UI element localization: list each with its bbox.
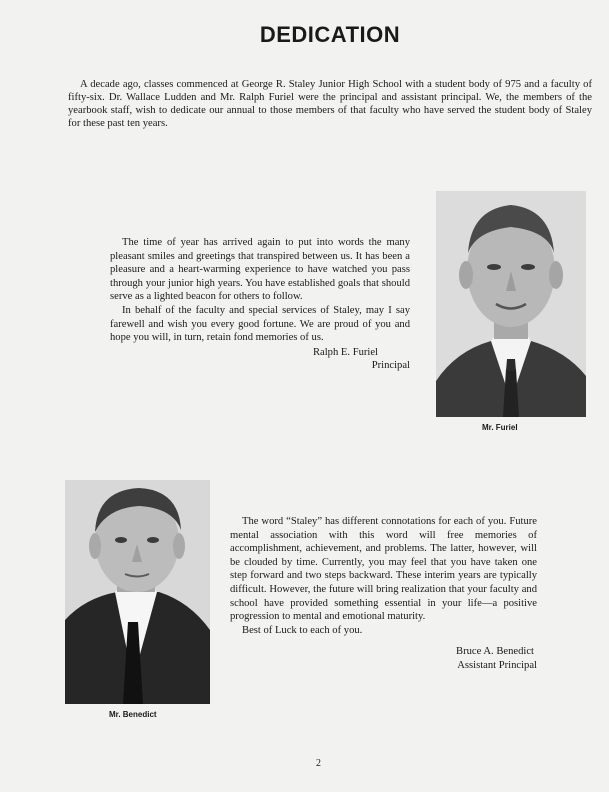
benedict-paragraph-2: Best of Luck to each of you. [242,624,363,636]
furiel-signature-title: Principal [371,360,410,372]
page-number: 2 [316,758,321,769]
furiel-letter [110,236,410,373]
intro-paragraph: A decade ago, classes commenced at George R. Staley Junior High School with a student body of 975 and a faculty of fifty-six. Dr. Wallace Ludden and Mr. Ralph Furiel were the principal and assistant principal. We, the members of the yearbook staff, wish to dedicate our annual to those members of that faculty who have served the student body of Staley for these past ten years. [68,79,592,129]
furiel-paragraph-1: The time of year has arrived again to put into words the many pleasant smiles and greetings that transpired between us. It has been a pleasure and a heart-warming experience to have watched you pass through your junior high years. You have established goals that should serve as a lighted beacon for others to follow. [110,237,410,303]
benedict-paragraph-1: The word “Staley” has different connotations for each of you. Future mental association with this word will free memories of accomplishment, achievement, and problems. The latter, however, will be clouded by time. Currently, you may feel that you have taken one step forward and two steps backward. These interim years are typically difficult. However, the future will bring realization that your faculty and school have provided something essential in your life—a positive progression to mental and emotional maturity. [230,516,537,623]
benedict-letter [230,515,537,673]
furiel-paragraph-2: In behalf of the faculty and special services of Staley, may I say farewell and wish you every good fortune. We are proud of you and hope you will, in turn, retain fond memories of us. [110,304,410,344]
benedict-caption: Mr. Benedict [109,710,157,719]
dedication-intro [68,78,592,130]
furiel-signature-name: Ralph E. Furiel [312,346,378,358]
benedict-signature [230,645,537,672]
benedict-signature-name: Bruce A. Benedict [456,646,534,658]
furiel-caption: Mr. Furiel [482,423,518,432]
furiel-portrait-illustration [436,191,586,417]
furiel-portrait-photo [436,191,586,417]
furiel-signature [110,346,410,373]
benedict-signature-title: Assistant Principal [457,659,537,671]
page-title: DEDICATION [259,22,401,47]
benedict-portrait-photo [65,480,210,704]
benedict-portrait-illustration [65,480,210,704]
